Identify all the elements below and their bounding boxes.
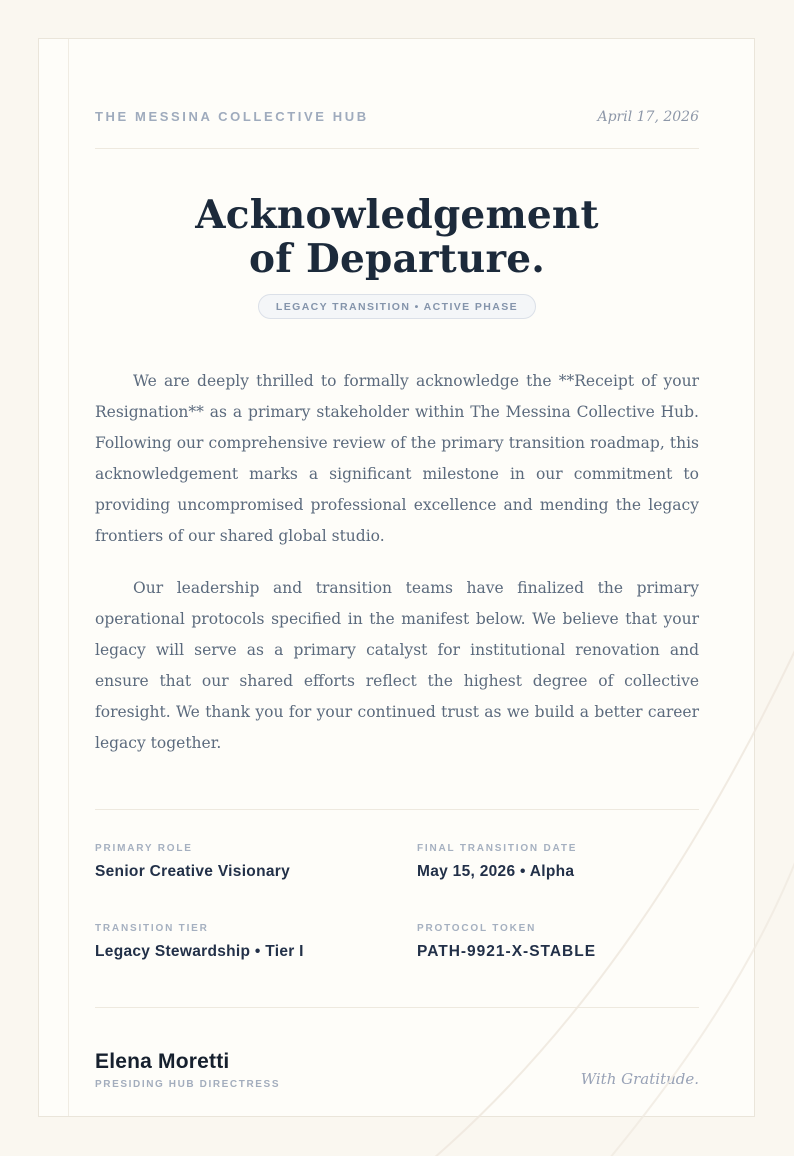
signature-block — [95, 1050, 699, 1090]
body-paragraph-1: We are deeply thrilled to formally acknowledge the **Receipt of your Resignation** as a primary stakeholder within The Messina Collective Hub. Following our comprehensive review of the primary transition roadmap, this acknowledgement marks a significant milestone in our commitment to providing uncompromised professional excellence and mending the legacy frontiers of our shared global studio. — [95, 372, 699, 546]
field-value: May 15, 2026 • Alpha — [417, 863, 575, 881]
card-inner-hairline — [68, 39, 69, 1116]
letter-card — [38, 38, 755, 1117]
manifest-bottom-divider — [95, 1007, 699, 1008]
signatory — [95, 1050, 280, 1090]
status-badge-container — [95, 294, 699, 319]
field-primary-role — [95, 843, 417, 881]
body-paragraph-2: Our leadership and transition teams have finalized the primary operational protocols specified in the manifest below. We believe that your legacy will serve as a primary catalyst for institutional renovation and ensure that our shared efforts reflect the highest degree of collective foresight. We thank you for your continued trust as we build a better career legacy together. — [95, 579, 699, 753]
field-final-transition-date — [417, 843, 699, 881]
header-divider — [95, 148, 699, 149]
field-value: Senior Creative Visionary — [95, 863, 291, 881]
field-label: PROTOCOL TOKEN — [417, 923, 537, 935]
document-title — [95, 193, 699, 281]
manifest-grid — [95, 843, 699, 961]
letter-content — [95, 39, 699, 1090]
field-label: TRANSITION TIER — [95, 923, 209, 935]
field-label: PRIMARY ROLE — [95, 843, 193, 855]
field-transition-tier — [95, 923, 417, 961]
closing-remark: With Gratitude. — [580, 1070, 699, 1089]
manifest-top-divider — [95, 809, 699, 810]
status-badge: LEGACY TRANSITION • ACTIVE PHASE — [258, 294, 536, 319]
letter-header — [95, 109, 699, 125]
document-title-line-1: Acknowledgement — [195, 192, 599, 238]
signatory-role: PRESIDING HUB DIRECTRESS — [95, 1079, 281, 1091]
document-title-line-2: of Departure. — [249, 236, 545, 283]
field-value: PATH-9921-X-STABLE — [417, 943, 597, 961]
field-value: Legacy Stewardship • Tier I — [95, 943, 304, 961]
signatory-name: Elena Moretti — [95, 1050, 230, 1074]
brand-title: THE MESSINA COLLECTIVE HUB — [95, 109, 369, 124]
letter-date: April 17, 2026 — [597, 109, 699, 125]
field-label: FINAL TRANSITION DATE — [417, 843, 578, 855]
field-protocol-token — [417, 923, 699, 961]
